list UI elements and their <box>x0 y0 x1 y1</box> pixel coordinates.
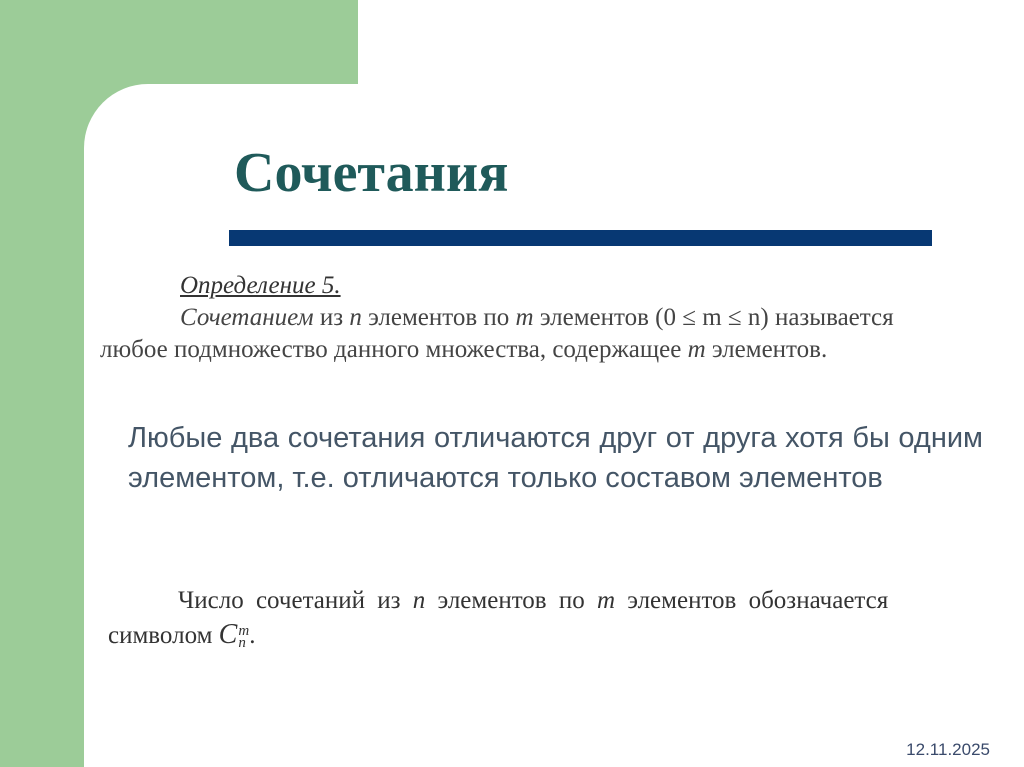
combination-superscript: m <box>238 623 250 640</box>
definition-text: элементов <box>533 304 656 331</box>
definition-term: Сочетанием <box>180 304 314 331</box>
definition-text: элементов. <box>705 336 828 363</box>
variable-m: m <box>687 336 706 363</box>
definition-line-1 <box>180 302 1000 334</box>
notation-line-2 <box>108 618 1000 653</box>
definition-text: любое подмножество данного множества, содержащее <box>100 336 688 363</box>
title-underline-bar <box>229 230 932 246</box>
definition-block <box>100 270 1000 366</box>
combination-subscript: n <box>238 635 246 652</box>
combination-symbol: C <box>218 619 238 650</box>
notation-text: элементов по <box>425 587 597 614</box>
combination-indices <box>238 623 250 652</box>
notation-text: элементов обозначается <box>615 587 889 614</box>
variable-n: n <box>349 304 362 331</box>
notation-block <box>108 584 1000 653</box>
notation-text: . <box>249 622 256 649</box>
definition-heading: Определение 5. <box>180 272 341 299</box>
variable-n: n <box>412 587 426 614</box>
variable-m: m <box>596 587 616 614</box>
notation-text: символом <box>108 622 219 649</box>
variable-m: m <box>515 304 534 331</box>
slide-title: Сочетания <box>234 142 509 204</box>
notation-line-1 <box>178 584 1000 618</box>
definition-condition: (0 ≤ m ≤ n) <box>655 304 769 331</box>
slide-date: 12.11.2025 <box>906 740 990 759</box>
definition-text: из <box>313 304 350 331</box>
body-paragraph: Любые два сочетания отличаются друг от друга хотя бы одним элементом, т.е. отличаются только составом элементов <box>128 422 983 494</box>
definition-text: называется <box>768 304 894 331</box>
definition-text: элементов по <box>361 304 516 331</box>
definition-line-2 <box>100 334 1000 366</box>
notation-text: Число сочетаний из <box>178 587 413 614</box>
